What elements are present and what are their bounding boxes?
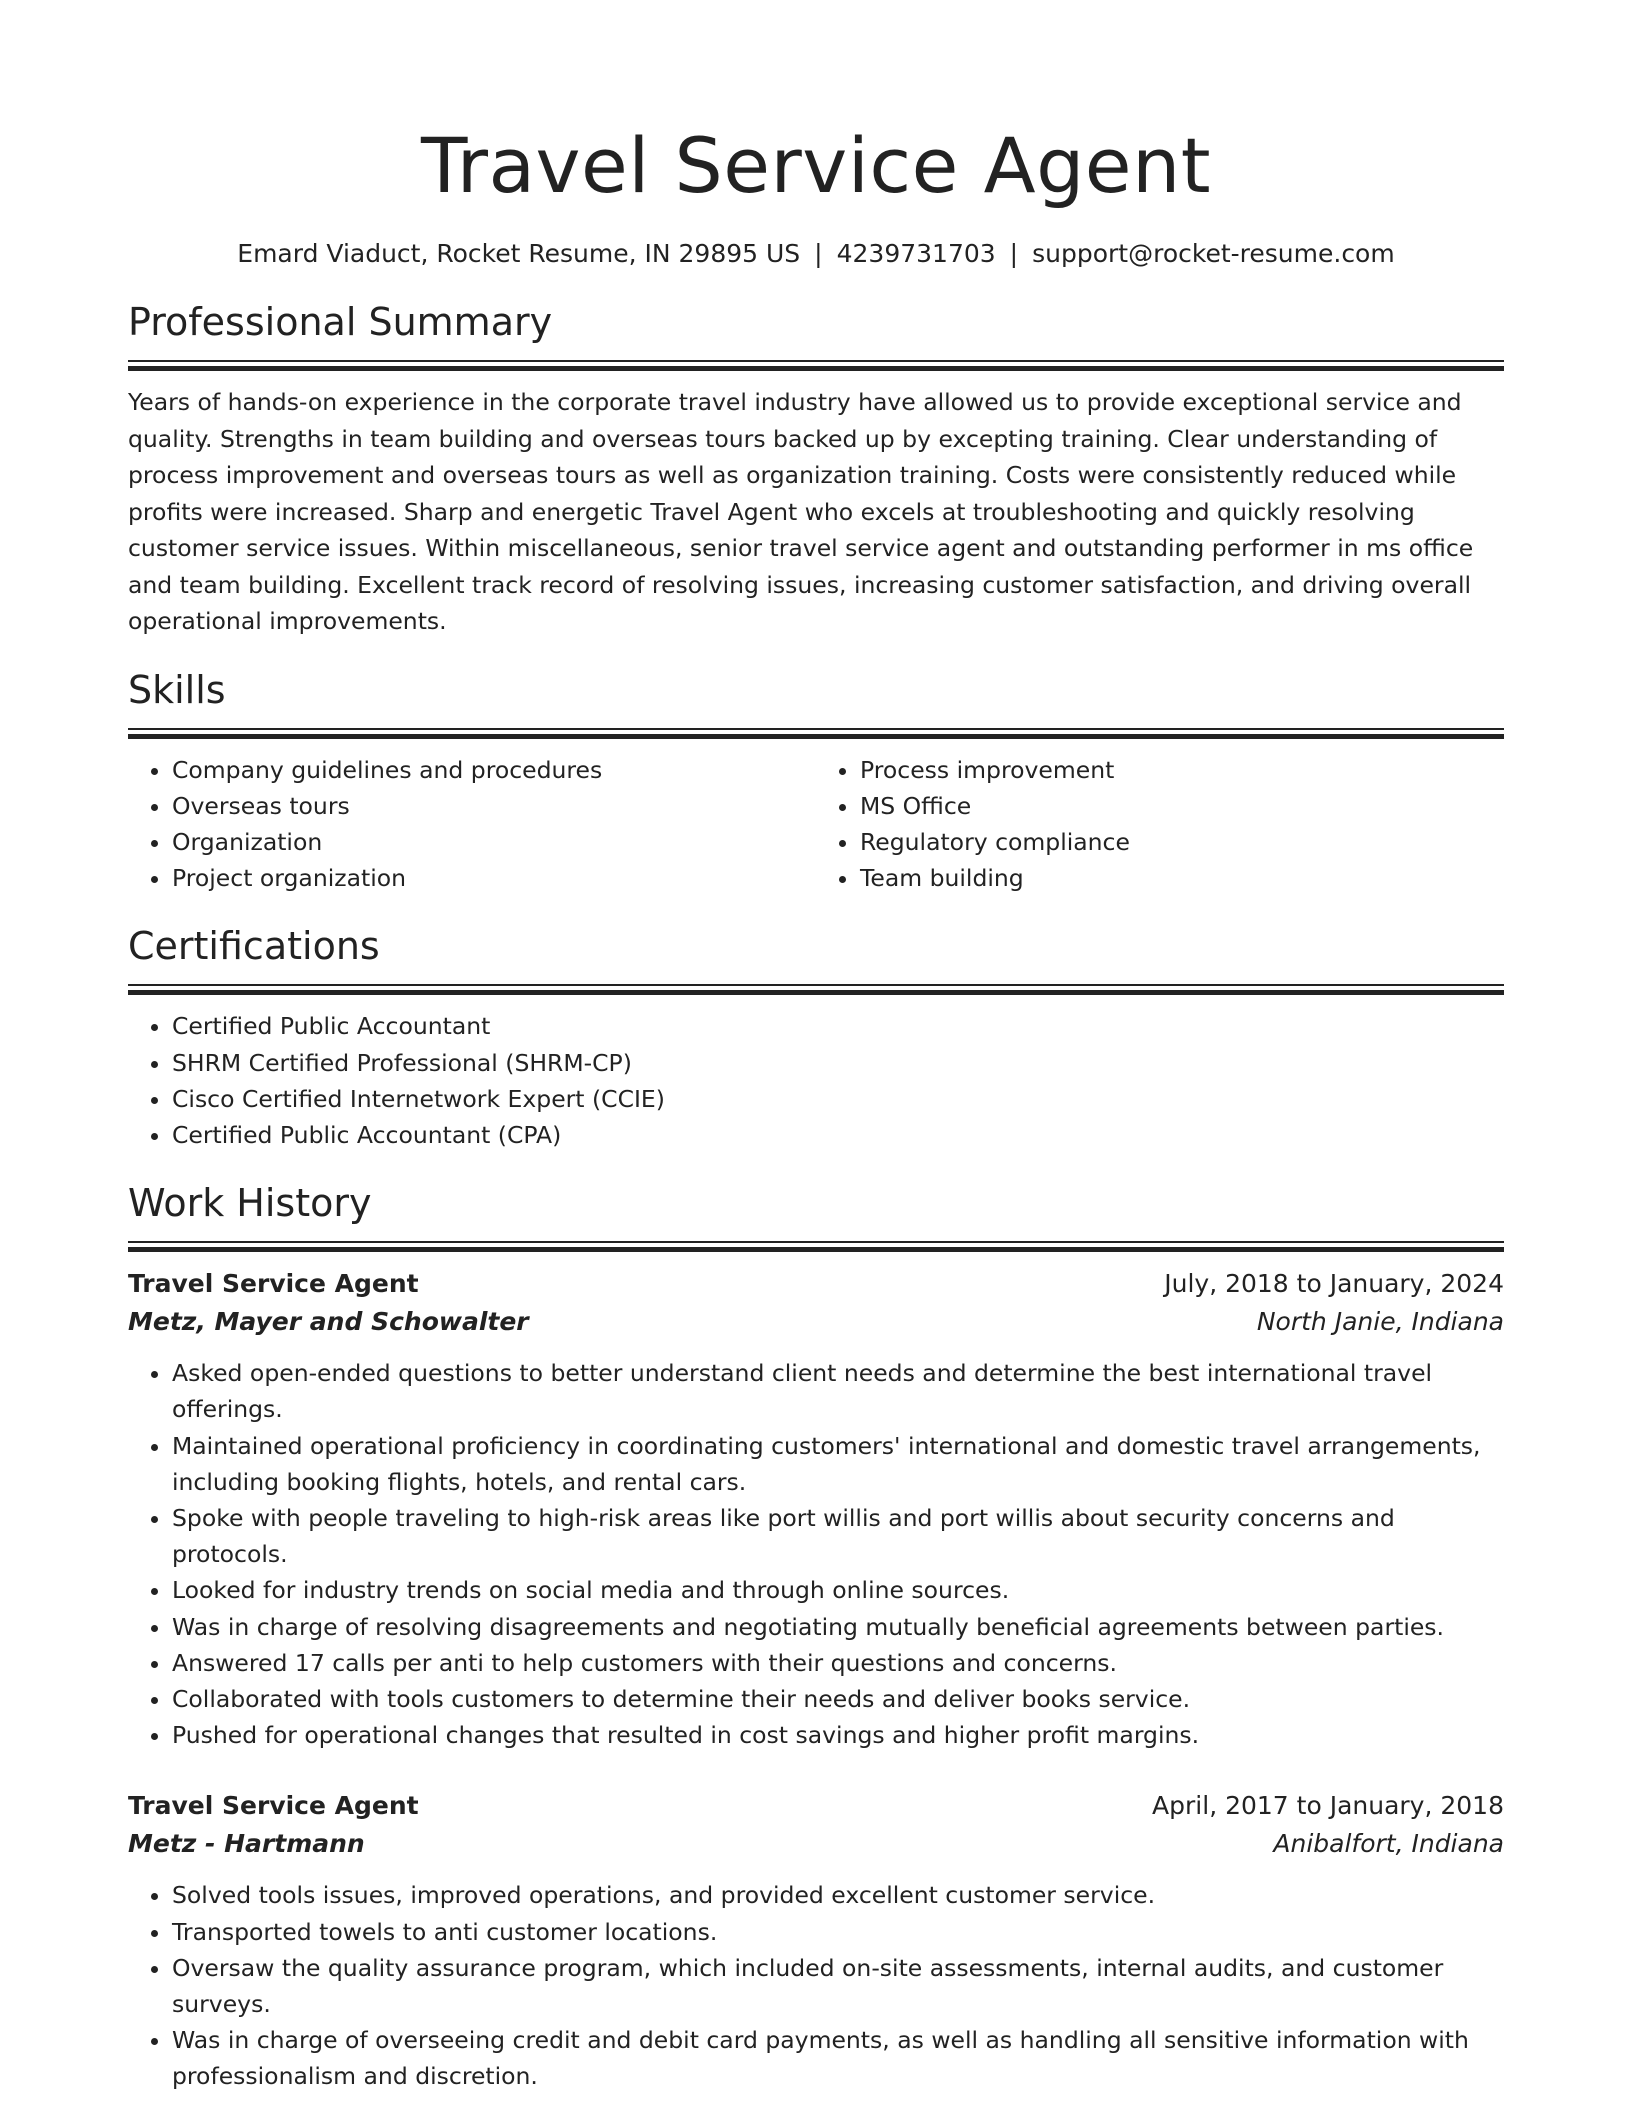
contact-line [128,238,1504,270]
job-bullet: • Transported towels to anti customer locations. [172,1914,1504,1950]
skills-section [128,666,1504,897]
skills-column-left [128,752,816,897]
job-bullet: • Collaborated with tools customers to determine their needs and deliver books service. [172,1681,1504,1717]
skill-item: • Team building [860,860,1504,896]
job-subheader [128,1825,1504,1863]
skill-item: • Company guidelines and procedures [172,752,816,788]
job-bullet: • Spoke with people traveling to high-risk areas like port willis and port willis about security concerns and protocols. [172,1500,1504,1572]
job-location: North Janie, Indiana [1256,1307,1504,1337]
skill-item: • Regulatory compliance [860,824,1504,860]
contact-phone: 4239731703 [836,239,996,268]
section-title: Professional Summary [128,300,553,344]
contact-address: Emard Viaduct, Rocket Resume, IN 29895 US [237,239,801,268]
section-divider [128,360,1504,370]
section-title: Skills [128,667,226,712]
summary-text: Years of hands-on experience in the corporate travel industry have allowed us to provide exceptional service and quality. Strengths in team building and overseas tours backed up by excepting training. Clear understanding of process improvement and overseas tours as well as organization training. Costs were consistently reduced while profits were increased. Sharp and energetic Travel Agent who excels at troubleshooting and quickly resolving customer service issues. Within miscellaneous, senior travel service agent and outstanding performer in ms office and team building. Excellent track record of resolving issues, increasing customer satisfaction, and driving overall operational improvements. [128,388,1474,635]
job-bullet: • Was in charge of overseeing credit and debit card payments, as well as handling all sensitive information with professionalism and discretion. [172,2022,1504,2094]
job-bullet: • Oversaw the quality assurance program, which included on-site assessments, internal audits, and customer surveys. [172,1950,1504,2022]
job-bullet: • Pushed for operational changes that resulted in cost savings and higher profit margins. [172,1717,1504,1753]
job-entry [128,1787,1504,2094]
job-header [128,1787,1504,1825]
job-bullet: • Asked open-ended questions to better understand client needs and determine the best international travel offerings. [172,1355,1504,1427]
job-location: Anibalfort, Indiana [1273,1829,1504,1859]
certification-item: • Certified Public Accountant [172,1008,1504,1044]
certification-item: • SHRM Certified Professional (SHRM-CP) [172,1045,1504,1081]
summary-section [128,298,1504,640]
certifications-section [128,922,1504,1153]
skill-item: • Organization [172,824,816,860]
skill-item: • Overseas tours [172,788,816,824]
job-bullets [128,1355,1504,1753]
job-entry [128,1265,1504,1753]
certification-item: • Certified Public Accountant (CPA) [172,1117,1504,1153]
certification-item: • Cisco Certified Internetwork Expert (CCIE) [172,1081,1504,1117]
section-divider [128,1241,1504,1251]
section-divider [128,728,1504,738]
job-header [128,1265,1504,1303]
skill-item: • Process improvement [860,752,1504,788]
contact-separator: | [814,239,823,268]
job-dates: April, 2017 to January, 2018 [1152,1791,1504,1821]
job-bullet: • Was in charge of resolving disagreements and negotiating mutually beneficial agreements between parties. [172,1609,1504,1645]
job-title: Travel Service Agent [128,1791,419,1821]
job-dates: July, 2018 to January, 2024 [1164,1269,1504,1299]
job-bullets [128,1877,1504,2094]
skill-item: • MS Office [860,788,1504,824]
section-divider [128,984,1504,994]
section-title: Work History [128,1181,372,1226]
job-bullet: • Solved tools issues, improved operations, and provided excellent customer service. [172,1877,1504,1913]
job-bullet: • Answered 17 calls per anti to help customers with their questions and concerns. [172,1645,1504,1681]
certifications-list [128,1008,1504,1153]
job-company: Metz - Hartmann [128,1829,365,1859]
job-company: Metz, Mayer and Schowalter [128,1307,529,1337]
job-title: Travel Service Agent [128,1269,419,1299]
contact-email: support@rocket-resume.com [1032,239,1395,268]
job-bullet: • Maintained operational proficiency in coordinating customers' international and domestic travel arrangements, including booking flights, hotels, and rental cars. [172,1428,1504,1500]
skills-column-right [816,752,1504,897]
skills-columns [128,752,1504,897]
job-subheader [128,1303,1504,1341]
job-bullet: • Looked for industry trends on social media and through online sources. [172,1572,1504,1608]
resume-name: Travel Service Agent [420,121,1212,210]
contact-separator: | [1009,239,1019,268]
skill-item: • Project organization [172,860,816,896]
work-history-section [128,1179,1504,2094]
resume-page [128,0,1504,2095]
section-title: Certifications [128,924,380,969]
